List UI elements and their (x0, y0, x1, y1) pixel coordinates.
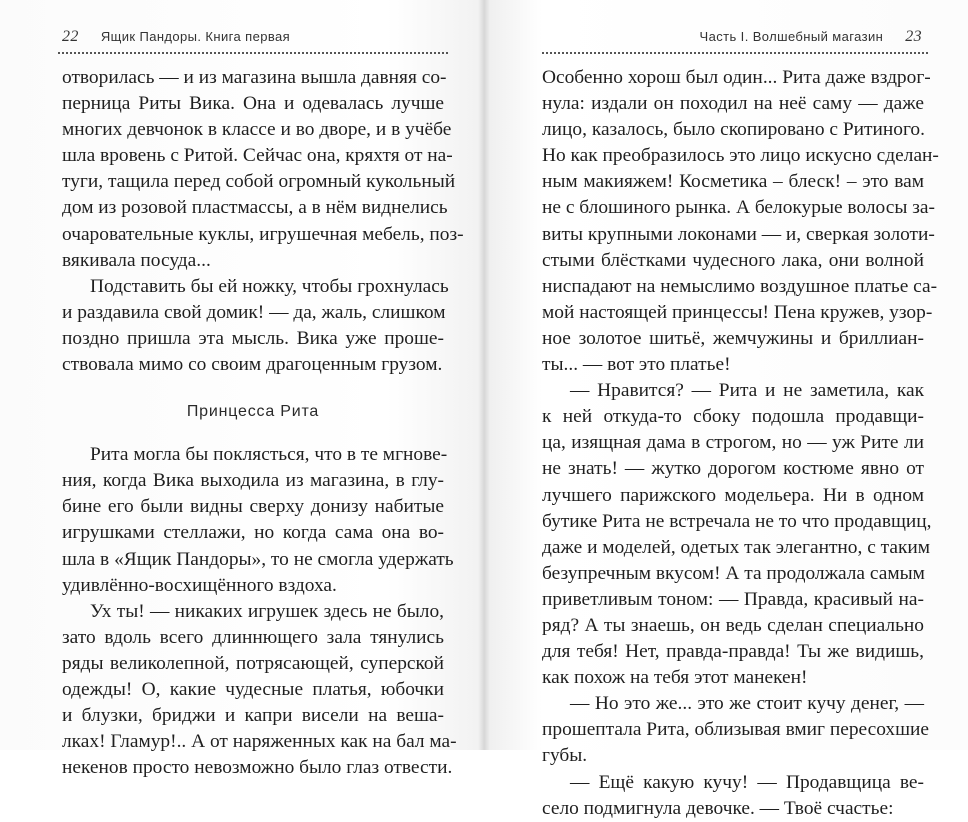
text-line: безупречным вкусом! А та продолжала самым (542, 562, 925, 584)
text-line: бине его были видны сверху донизу набитые (62, 496, 444, 518)
text-line: очаровательные куклы, игрушечная мебель, поз- (62, 223, 464, 245)
text-line: Но как преобразилось это лицо искусно сделан- (542, 145, 939, 167)
text-line: для тебя! Нет, правда-правда! Ты же видишь, (542, 641, 924, 663)
text-line: удивлённо-восхищённого вздоха. (62, 574, 337, 596)
text-line: село подмигнула девочке. — Твоё счастье: (542, 797, 894, 819)
text-line: дом из розовой пластмассы, а в нём виднелись (62, 197, 448, 219)
text-line: — Но это же... это же стоит кучу денег, — (570, 693, 924, 715)
text-line: ты... — вот это платье! (542, 354, 731, 376)
text-line: лицо, казалось, было скопировано с Ритиного. (542, 119, 925, 141)
paragraph (62, 65, 464, 274)
left-running-header (62, 28, 440, 52)
text-line: мой настоящей принцессы! Пена кружев, узор- (542, 301, 933, 323)
paragraph (542, 691, 930, 769)
text-line: ниспадают на немыслимо воздушное платье са- (542, 275, 938, 297)
text-line: игрушками стеллажи, но когда сама она во- (62, 522, 444, 544)
paragraph (542, 378, 932, 691)
text-line: ным макияжем! Косметика – блеск! – это вам (542, 171, 924, 193)
text-line: шла в «Ящик Пандоры», то не смогла удержать (62, 548, 454, 570)
right-page (484, 0, 968, 819)
left-page (0, 0, 484, 779)
text-line: губы. (542, 745, 588, 767)
text-line: зато вдоль всего длиннющего зала тянулись (62, 626, 444, 648)
text-line: ряд? А ты знаешь, он ведь сделан специально (542, 614, 924, 636)
right-page-number: 23 (905, 28, 922, 45)
text-line: и блузки, бриджи и капри висели на веша- (62, 705, 444, 727)
text-line: шла вровень с Ритой. Сейчас она, кряхтя от на- (62, 145, 453, 167)
text-line: многих девчонок в классе и во дворе, и в учёбе (62, 119, 452, 141)
paragraph (62, 274, 449, 378)
text-line: туги, тащила перед собой огромный кукольный (62, 171, 456, 193)
text-line: поздно пришла эта мысль. Вика уже проше- (62, 327, 444, 349)
text-line: — Нравится? — Рита и не заметила, как (570, 380, 924, 402)
text-line: прошептала Рита, облизывая вмиг пересохшие (542, 719, 930, 741)
text-line: даже и моделей, одетых так элегантно, с таким (542, 536, 931, 558)
text-line: ния, когда Вика выходила из магазина, в глу- (62, 470, 444, 492)
left-body-text (62, 65, 464, 781)
text-line: бутике Рита не встречала не то что продавщиц, (542, 510, 932, 532)
text-line: Рита могла бы поклясться, что в те мгнове- (90, 444, 448, 466)
text-line: и раздавила свой домик! — да, жаль, слишком (62, 301, 446, 323)
text-line: вякивала посуда... (62, 249, 211, 271)
right-header-rule (542, 52, 928, 58)
text-line: ствовала мимо со своим драгоценным грузом. (62, 354, 443, 376)
right-body-text (542, 65, 939, 822)
paragraph (542, 770, 924, 822)
text-line: стыми блёстками чудесного лака, они волной (542, 249, 924, 271)
paragraph (62, 442, 454, 599)
text-line: как похож на тебя этот манекен! (542, 667, 808, 689)
text-line: виты крупными локонами — и, сверкая золоти- (542, 223, 935, 245)
text-line: лучшего парижского модельера. Ни в одном (542, 484, 924, 506)
text-line: ное золотое шитьё, жемчужины и бриллиан- (542, 327, 924, 349)
text-line: ца, изящная дама в строгом, но — уж Рите ли (542, 432, 924, 454)
left-page-number: 22 (62, 28, 79, 45)
text-line: ряды великолепной, потрясающей, суперской (62, 652, 444, 674)
text-line: одежды! О, какие чудесные платья, юбочки (62, 678, 444, 700)
paragraph (62, 599, 457, 782)
book-gutter (478, 0, 490, 750)
section-heading: Принцесса Рита (186, 403, 320, 421)
left-header-title: Ящик Пандоры. Книга первая (100, 29, 291, 44)
right-header-title: Часть I. Волшебный магазин (699, 29, 884, 44)
text-line: приветливым тоном: — Правда, красивый на- (542, 588, 924, 610)
text-line: Подставить бы ей ножку, чтобы грохнулась (90, 275, 449, 297)
text-line: не с блошиного рынка. А белокурые волосы за- (542, 197, 935, 219)
paragraph (542, 65, 939, 378)
text-line: отворилась — и из магазина вышла давняя со- (62, 67, 447, 88)
text-line: Ух ты! — никаких игрушек здесь не было, (90, 600, 444, 622)
text-line: — Ещё какую кучу! — Продавщица ве- (570, 771, 924, 793)
text-line: Особенно хорош был один... Рита даже вздрог- (542, 67, 931, 88)
right-running-header (544, 28, 922, 52)
text-line: некенов просто невозможно было глаз отвести. (62, 757, 453, 779)
text-line: не знать! — жутко дорогом костюме явно от (542, 458, 924, 480)
text-line: перница Риты Вика. Она и одевалась лучше (62, 93, 444, 115)
left-header-rule (58, 52, 448, 58)
text-line: лках! Гламур!.. А от наряженных как на бал ма- (62, 731, 457, 753)
text-line: к ней откуда-то сбоку подошла продавщи- (542, 406, 924, 428)
text-line: нула: издали он походил на неё саму — даже (542, 93, 924, 115)
